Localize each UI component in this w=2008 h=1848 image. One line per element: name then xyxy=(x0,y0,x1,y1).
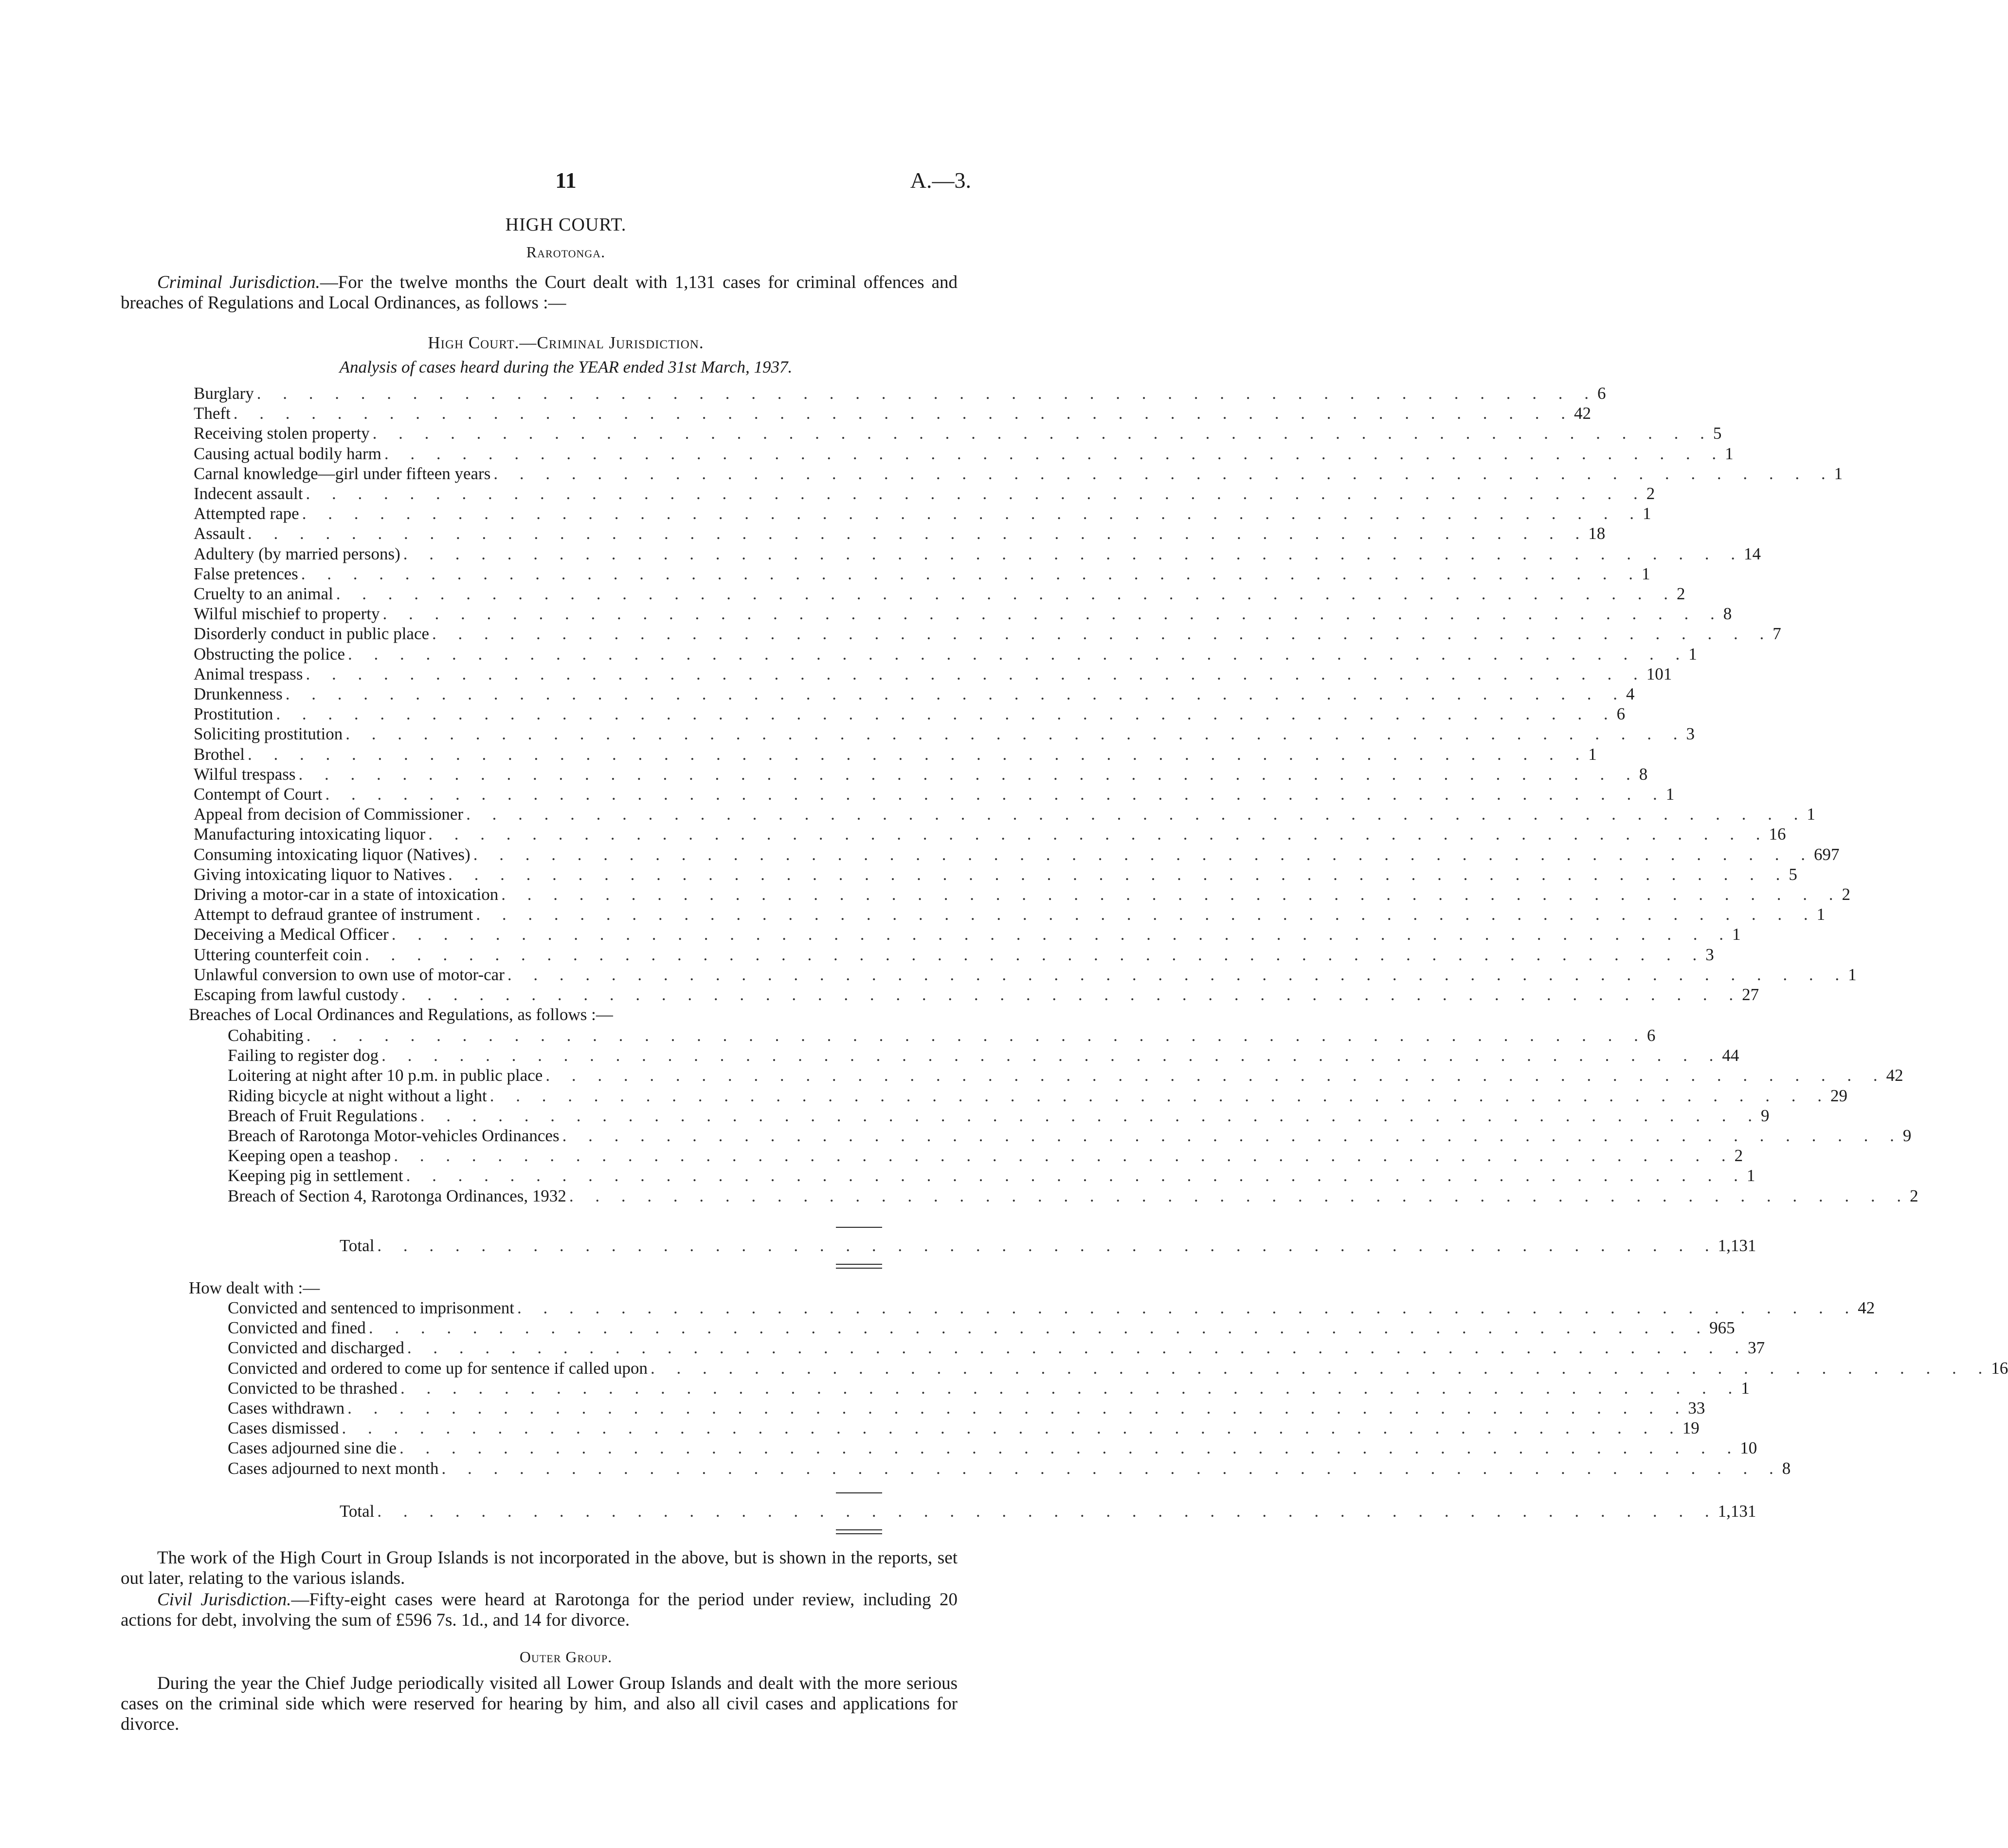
outer-group-text: During the year the Chief Judge periodically visited all Lower Group Islands and dealt with the more serious cases on the criminal side which were reserved for hearing by him, and also all civil cases and applications for divorce. xyxy=(121,1673,958,1734)
offences-value: 42 xyxy=(1574,404,1592,423)
offences-row xyxy=(194,864,1797,884)
offences-value: 3 xyxy=(1705,945,1714,964)
offences-row xyxy=(194,564,1650,584)
offences-label: Appeal from decision of Commissioner xyxy=(194,805,464,824)
breaches-heading: Breaches of Local Ordinances and Regulations, as follows :— xyxy=(189,1005,613,1024)
breaches-row xyxy=(194,1065,1903,1085)
offences-value: 27 xyxy=(1742,985,1759,1004)
offences-row xyxy=(194,704,1626,724)
offences-row xyxy=(194,464,1843,484)
breaches-row xyxy=(194,1086,1847,1106)
total-row xyxy=(194,1236,1756,1256)
leader-dots: . . . . . . . . . . . . . . . . . . . . . . . . . . . . . . . . . . . . . . . . . . . . . . . . . . . . xyxy=(285,684,1626,703)
dealt-label: Convicted and discharged xyxy=(228,1338,404,1358)
offences-label: Indecent assault xyxy=(194,484,303,503)
offences-label: Uttering counterfeit coin xyxy=(194,945,362,964)
breaches-label: Breach of Section 4, Rarotonga Ordinances, 1932 xyxy=(228,1186,566,1205)
group-islands-text: The work of the High Court in Group Islands is not incorporated in the above, but is shown in the reports, set out later, relating to the various islands. xyxy=(121,1548,958,1588)
offences-row xyxy=(194,884,1850,904)
dealt-label: Convicted and ordered to come up for sentence if called upon xyxy=(228,1358,648,1378)
breaches-label: Keeping pig in settlement xyxy=(228,1166,403,1185)
dealt-value: 16 xyxy=(1991,1358,2008,1378)
dealt-value: 42 xyxy=(1858,1298,1875,1317)
breaches-value: 1 xyxy=(1746,1166,1755,1185)
breaches-value: 9 xyxy=(1761,1106,1770,1125)
dealt-row xyxy=(194,1398,1705,1418)
dealt-label: Convicted to be thrashed xyxy=(228,1378,398,1398)
dealt-label: Convicted and sentenced to imprisonment xyxy=(228,1298,515,1317)
leader-dots: . . . . . . . . . . . . . . . . . . . . . . . . . . . . . . . . . . . . . . . . . . . . . . . . . . . . xyxy=(368,1318,1710,1338)
leader-dots: . . . . . . . . . . . . . . . . . . . . . . . . . . . . . . . . . . . . . . . . . . . . . . . . . . . . xyxy=(384,444,1725,463)
offences-value: 8 xyxy=(1639,764,1648,784)
offences-label: Deceiving a Medical Officer xyxy=(194,925,389,944)
leader-dots: . . . . . . . . . . . . . . . . . . . . . . . . . . . . . . . . . . . . . . . . . . . . . . . . . . . . xyxy=(345,724,1686,744)
leader-dots: . . . . . . . . . . . . . . . . . . . . . . . . . . . . . . . . . . . . . . . . . . . . . . . . . . . . xyxy=(247,744,1589,764)
leader-dots: . . . . . . . . . . . . . . . . . . . . . . . . . . . . . . . . . . . . . . . . . . . . . . . . . . . . xyxy=(306,664,1646,683)
total-rule-double-1 xyxy=(836,1264,882,1265)
intro-text: —For the twelve months the Court dealt with 1,131 cases for criminal offences and breaches of Regulations and Local Ordinances, as follows :— xyxy=(121,272,958,313)
leader-dots: . . . . . . . . . . . . . . . . . . . . . . . . . . . . . . . . . . . . . . . . . . . . . . . . . . . . xyxy=(562,1126,1903,1145)
total2-row xyxy=(194,1501,1756,1521)
offences-row xyxy=(194,924,1741,944)
offences-label: Wilful mischief to property xyxy=(194,604,380,624)
table-subtitle: Analysis of cases heard during the YEAR ended 31st March, 1937. xyxy=(339,358,793,377)
breaches-value: 2 xyxy=(1910,1186,1918,1205)
total-rule-double-2 xyxy=(836,1268,882,1269)
leader-dots: . . . . . . . . . . . . . . . . . . . . . . . . . . . . . . . . . . . . . . . . . . . . . . . . . . . . xyxy=(432,624,1773,644)
offences-row xyxy=(194,604,1732,624)
offences-value: 1 xyxy=(1848,965,1857,984)
offences-value: 2 xyxy=(1676,584,1685,603)
offences-value: 1 xyxy=(1816,905,1826,924)
leader-dots: . . . . . . . . . . . . . . . . . . . . . . . . . . . . . . . . . . . . . . . . . . . . . . . . . . . . xyxy=(420,1106,1761,1125)
leader-dots: . . . . . . . . . . . . . . . . . . . . . . . . . . . . . . . . . . . . . . . . . . . . . . . . . . . . xyxy=(306,1026,1647,1045)
offences-label: Contempt of Court xyxy=(194,785,323,804)
court-title: HIGH COURT. xyxy=(505,215,627,235)
offences-value: 1 xyxy=(1834,464,1843,483)
offences-row xyxy=(194,764,1648,784)
offences-row xyxy=(194,523,1606,543)
total2-value: 1,131 xyxy=(1718,1502,1756,1521)
breaches-label: Loitering at night after 10 p.m. in public place xyxy=(228,1066,543,1085)
leader-dots: . . . . . . . . . . . . . . . . . . . . . . . . . . . . . . . . . . . . . . . . . . . . . . . . . . . . xyxy=(399,1438,1740,1458)
dealt-label: Cases adjourned sine die xyxy=(228,1438,397,1458)
leader-dots: . . . . . . . . . . . . . . . . . . . . . . . . . . . . . . . . . . . . . . . . . . . . . . . . . . . . xyxy=(569,1186,1910,1205)
dealt-row xyxy=(194,1458,1791,1478)
offences-value: 1 xyxy=(1642,504,1651,523)
offences-row xyxy=(194,784,1675,804)
civil-lead: Civil Jurisdiction. xyxy=(157,1590,291,1610)
offences-row xyxy=(194,945,1714,965)
location-heading: Rarotonga. xyxy=(526,243,606,261)
dealt-label: Cases withdrawn xyxy=(228,1399,345,1417)
outer-group-paragraph xyxy=(121,1673,958,1735)
offences-label: Attempt to defraud grantee of instrument xyxy=(194,905,473,924)
breaches-label: Cohabiting xyxy=(228,1026,304,1045)
offences-row xyxy=(194,584,1685,604)
total2-rule-double-1 xyxy=(836,1529,882,1530)
leader-dots: . . . . . . . . . . . . . . . . . . . . . . . . . . . . . . . . . . . . . . . . . . . . . . . . . . . . xyxy=(336,584,1677,603)
leader-dots: . . . . . . . . . . . . . . . . . . . . . . . . . . . . . . . . . . . . . . . . . . . . . . . . . . . . xyxy=(517,1298,1858,1317)
leader-dots: . . . . . . . . . . . . . . . . . . . . . . . . . . . . . . . . . . . . . . . . . . . . . . . . . . . . xyxy=(377,1502,1718,1521)
offences-label: Manufacturing intoxicating liquor xyxy=(194,825,426,844)
offences-value: 5 xyxy=(1713,424,1722,443)
leader-dots: . . . . . . . . . . . . . . . . . . . . . . . . . . . . . . . . . . . . . . . . . . . . . . . . . . . . xyxy=(342,1418,1682,1438)
offences-value: 14 xyxy=(1743,544,1761,563)
leader-dots: . . . . . . . . . . . . . . . . . . . . . . . . . . . . . . . . . . . . . . . . . . . . . . . . . . . . xyxy=(301,564,1642,583)
dealt-row xyxy=(194,1418,1700,1438)
offences-label: Attempted rape xyxy=(194,504,299,523)
offences-row xyxy=(194,383,1606,403)
offences-row xyxy=(194,403,1592,423)
offences-value: 2 xyxy=(1842,885,1850,904)
leader-dots: . . . . . . . . . . . . . . . . . . . . . . . . . . . . . . . . . . . . . . . . . . . . . . . . . . . . xyxy=(428,825,1769,844)
offences-value: 101 xyxy=(1646,664,1672,683)
offences-row xyxy=(194,824,1786,844)
leader-dots: . . . . . . . . . . . . . . . . . . . . . . . . . . . . . . . . . . . . . . . . . . . . . . . . . . . . xyxy=(306,484,1646,503)
offences-label: Animal trespass xyxy=(194,664,303,683)
offences-row xyxy=(194,644,1697,664)
page-reference: A.—3. xyxy=(910,168,971,193)
breaches-label: Keeping open a teashop xyxy=(228,1146,391,1166)
offences-value: 4 xyxy=(1626,684,1635,703)
offences-label: Obstructing the police xyxy=(194,644,345,664)
offences-label: Causing actual bodily harm xyxy=(194,444,381,463)
table-title: High Court.—Criminal Jurisdiction. xyxy=(428,333,704,352)
leader-dots: . . . . . . . . . . . . . . . . . . . . . . . . . . . . . . . . . . . . . . . . . . . . . . . . . . . . xyxy=(406,1166,1747,1185)
leader-dots: . . . . . . . . . . . . . . . . . . . . . . . . . . . . . . . . . . . . . . . . . . . . . . . . . . . . xyxy=(347,1399,1688,1417)
leader-dots: . . . . . . . . . . . . . . . . . . . . . . . . . . . . . . . . . . . . . . . . . . . . . . . . . . . . xyxy=(400,1378,1741,1398)
offences-label: Cruelty to an animal xyxy=(194,584,333,603)
offences-label: Driving a motor-car in a state of intoxication xyxy=(194,885,499,904)
leader-dots: . . . . . . . . . . . . . . . . . . . . . . . . . . . . . . . . . . . . . . . . . . . . . . . . . . . . xyxy=(473,844,1814,864)
outer-group-heading: Outer Group. xyxy=(519,1648,613,1666)
offences-value: 8 xyxy=(1723,604,1732,624)
leader-dots: . . . . . . . . . . . . . . . . . . . . . . . . . . . . . . . . . . . . . . . . . . . . . . . . . . . . xyxy=(364,945,1706,964)
offences-value: 18 xyxy=(1588,524,1606,543)
dealt-value: 965 xyxy=(1709,1318,1735,1338)
leader-dots: . . . . . . . . . . . . . . . . . . . . . . . . . . . . . . . . . . . . . . . . . . . . . . . . . . . . xyxy=(407,1338,1748,1358)
offences-label: Drunkenness xyxy=(194,684,283,703)
offences-row xyxy=(194,484,1655,503)
offences-row xyxy=(194,965,1857,985)
offences-value: 1 xyxy=(1642,564,1650,583)
leader-dots: . . . . . . . . . . . . . . . . . . . . . . . . . . . . . . . . . . . . . . . . . . . . . . . . . . . . xyxy=(401,985,1742,1004)
intro-paragraph xyxy=(121,272,958,313)
offences-label: Unlawful conversion to own use of motor-car xyxy=(194,965,505,984)
offences-value: 3 xyxy=(1686,724,1695,744)
total2-label: Total xyxy=(340,1502,375,1521)
offences-label: Wilful trespass xyxy=(194,764,296,784)
breaches-row xyxy=(194,1126,1912,1146)
offences-label: Disorderly conduct in public place xyxy=(194,624,430,644)
group-islands-paragraph xyxy=(121,1548,958,1589)
offences-label: Consuming intoxicating liquor (Natives) xyxy=(194,844,470,864)
leader-dots: . . . . . . . . . . . . . . . . . . . . . . . . . . . . . . . . . . . . . . . . . . . . . . . . . . . . xyxy=(466,805,1807,824)
dealt-label: Cases adjourned to next month xyxy=(228,1458,439,1478)
total-label: Total xyxy=(340,1236,375,1255)
offences-value: 1 xyxy=(1688,644,1697,664)
offences-value: 6 xyxy=(1597,384,1606,403)
offences-row xyxy=(194,664,1672,684)
dealt-value: 10 xyxy=(1740,1438,1757,1458)
leader-dots: . . . . . . . . . . . . . . . . . . . . . . . . . . . . . . . . . . . . . . . . . . . . . . . . . . . . xyxy=(476,905,1817,924)
leader-dots: . . . . . . . . . . . . . . . . . . . . . . . . . . . . . . . . . . . . . . . . . . . . . . . . . . . . xyxy=(403,544,1744,563)
dealt-value: 8 xyxy=(1782,1458,1791,1478)
breaches-value: 2 xyxy=(1734,1146,1743,1166)
dealt-row xyxy=(194,1438,1757,1458)
leader-dots: . . . . . . . . . . . . . . . . . . . . . . . . . . . . . . . . . . . . . . . . . . . . . . . . . . . . xyxy=(501,885,1842,904)
offences-value: 6 xyxy=(1616,704,1626,724)
leader-dots: . . . . . . . . . . . . . . . . . . . . . . . . . . . . . . . . . . . . . . . . . . . . . . . . . . . . xyxy=(325,785,1666,804)
leader-dots: . . . . . . . . . . . . . . . . . . . . . . . . . . . . . . . . . . . . . . . . . . . . . . . . . . . . xyxy=(302,504,1643,523)
total2-rule-double-2 xyxy=(836,1533,882,1534)
offences-row xyxy=(194,684,1635,704)
dealt-row xyxy=(194,1298,1875,1318)
dealt-value: 33 xyxy=(1688,1399,1705,1417)
offences-row xyxy=(194,744,1597,764)
dealt-row xyxy=(194,1338,1765,1358)
leader-dots: . . . . . . . . . . . . . . . . . . . . . . . . . . . . . . . . . . . . . . . . . . . . . . . . . . . . xyxy=(391,925,1732,944)
offences-row xyxy=(194,503,1651,523)
leader-dots: . . . . . . . . . . . . . . . . . . . . . . . . . . . . . . . . . . . . . . . . . . . . . . . . . . . . xyxy=(248,524,1589,543)
offences-label: Prostitution xyxy=(194,704,273,724)
leader-dots: . . . . . . . . . . . . . . . . . . . . . . . . . . . . . . . . . . . . . . . . . . . . . . . . . . . . xyxy=(256,384,1598,403)
dealt-row xyxy=(194,1358,2008,1378)
offences-value: 697 xyxy=(1813,844,1840,864)
dealt-row xyxy=(194,1378,1750,1398)
leader-dots: . . . . . . . . . . . . . . . . . . . . . . . . . . . . . . . . . . . . . . . . . . . . . . . . . . . . xyxy=(382,604,1723,624)
offences-value: 1 xyxy=(1665,785,1675,804)
offences-label: Assault xyxy=(194,524,245,543)
total2-rule-top xyxy=(836,1492,882,1493)
offences-value: 2 xyxy=(1646,484,1655,503)
offences-label: Theft xyxy=(194,404,231,423)
breaches-row xyxy=(194,1106,1770,1126)
leader-dots: . . . . . . . . . . . . . . . . . . . . . . . . . . . . . . . . . . . . . . . . . . . . . . . . . . . . xyxy=(441,1458,1782,1478)
offences-label: Carnal knowledge—girl under fifteen years xyxy=(194,464,491,483)
offences-value: 1 xyxy=(1732,925,1741,944)
offences-label: False pretences xyxy=(194,564,298,583)
offences-value: 5 xyxy=(1789,864,1797,884)
offences-row xyxy=(194,985,1759,1005)
total-value: 1,131 xyxy=(1718,1236,1756,1255)
leader-dots: . . . . . . . . . . . . . . . . . . . . . . . . . . . . . . . . . . . . . . . . . . . . . . . . . . . . xyxy=(381,1046,1722,1065)
civil-paragraph xyxy=(121,1590,958,1631)
dealt-row xyxy=(194,1318,1735,1338)
offences-row xyxy=(194,423,1722,443)
how-dealt-heading: How dealt with :— xyxy=(189,1278,320,1297)
breaches-row xyxy=(194,1045,1739,1065)
offences-label: Receiving stolen property xyxy=(194,424,370,443)
breaches-value: 6 xyxy=(1646,1026,1656,1045)
breaches-label: Failing to register dog xyxy=(228,1046,379,1065)
breaches-label: Breach of Fruit Regulations xyxy=(228,1106,417,1125)
breaches-row xyxy=(194,1166,1755,1185)
offences-label: Soliciting prostitution xyxy=(194,724,343,744)
breaches-row xyxy=(194,1025,1656,1045)
offences-value: 1 xyxy=(1588,744,1597,764)
offences-row xyxy=(194,544,1761,564)
offences-row xyxy=(194,804,1815,824)
offences-value: 1 xyxy=(1725,444,1734,463)
leader-dots: . . . . . . . . . . . . . . . . . . . . . . . . . . . . . . . . . . . . . . . . . . . . . . . . . . . . xyxy=(489,1086,1830,1105)
breaches-value: 29 xyxy=(1830,1086,1847,1105)
breaches-row xyxy=(194,1186,1918,1206)
leader-dots: . . . . . . . . . . . . . . . . . . . . . . . . . . . . . . . . . . . . . . . . . . . . . . . . . . . . xyxy=(276,704,1617,724)
offences-value: 16 xyxy=(1769,825,1786,844)
intro-lead: Criminal Jurisdiction. xyxy=(157,272,320,292)
leader-dots: . . . . . . . . . . . . . . . . . . . . . . . . . . . . . . . . . . . . . . . . . . . . . . . . . . . . xyxy=(372,424,1713,443)
leader-dots: . . . . . . . . . . . . . . . . . . . . . . . . . . . . . . . . . . . . . . . . . . . . . . . . . . . . xyxy=(377,1236,1718,1255)
civil-text: —Fifty-eight cases were heard at Rarotonga for the period under review, including 20 actions for debt, involving the sum of £596 7s. 1d., and 14 for divorce. xyxy=(121,1590,958,1630)
offences-value: 1 xyxy=(1807,805,1815,824)
breaches-row xyxy=(194,1146,1743,1166)
breaches-value: 44 xyxy=(1722,1046,1739,1065)
page-number: 11 xyxy=(555,168,577,193)
offences-label: Giving intoxicating liquor to Natives xyxy=(194,864,446,884)
total-rule-top xyxy=(836,1227,882,1228)
leader-dots: . . . . . . . . . . . . . . . . . . . . . . . . . . . . . . . . . . . . . . . . . . . . . . . . . . . . xyxy=(348,644,1689,664)
leader-dots: . . . . . . . . . . . . . . . . . . . . . . . . . . . . . . . . . . . . . . . . . . . . . . . . . . . . xyxy=(298,764,1639,784)
offences-value: 7 xyxy=(1773,624,1781,644)
dealt-label: Convicted and fined xyxy=(228,1318,366,1338)
breaches-label: Riding bicycle at night without a light xyxy=(228,1086,487,1105)
leader-dots: . . . . . . . . . . . . . . . . . . . . . . . . . . . . . . . . . . . . . . . . . . . . . . . . . . . . xyxy=(507,965,1848,984)
offences-label: Escaping from lawful custody xyxy=(194,985,398,1004)
offences-row xyxy=(194,904,1826,924)
breaches-value: 9 xyxy=(1902,1126,1912,1145)
breaches-label: Breach of Rarotonga Motor-vehicles Ordinances xyxy=(228,1126,560,1145)
dealt-value: 19 xyxy=(1682,1418,1700,1438)
leader-dots: . . . . . . . . . . . . . . . . . . . . . . . . . . . . . . . . . . . . . . . . . . . . . . . . . . . . xyxy=(448,864,1789,884)
leader-dots: . . . . . . . . . . . . . . . . . . . . . . . . . . . . . . . . . . . . . . . . . . . . . . . . . . . . xyxy=(394,1146,1735,1166)
offences-label: Burglary xyxy=(194,384,254,403)
offences-label: Adultery (by married persons) xyxy=(194,544,400,563)
leader-dots: . . . . . . . . . . . . . . . . . . . . . . . . . . . . . . . . . . . . . . . . . . . . . . . . . . . . xyxy=(651,1358,1991,1378)
offences-row xyxy=(194,724,1695,744)
leader-dots: . . . . . . . . . . . . . . . . . . . . . . . . . . . . . . . . . . . . . . . . . . . . . . . . . . . . xyxy=(233,404,1574,423)
dealt-value: 37 xyxy=(1748,1338,1765,1358)
offences-row xyxy=(194,844,1840,864)
leader-dots: . . . . . . . . . . . . . . . . . . . . . . . . . . . . . . . . . . . . . . . . . . . . . . . . . . . . xyxy=(545,1066,1886,1085)
offences-label: Brothel xyxy=(194,744,245,764)
dealt-label: Cases dismissed xyxy=(228,1418,339,1438)
offences-row xyxy=(194,444,1734,464)
dealt-value: 1 xyxy=(1741,1378,1750,1398)
leader-dots: . . . . . . . . . . . . . . . . . . . . . . . . . . . . . . . . . . . . . . . . . . . . . . . . . . . . xyxy=(493,464,1834,483)
offences-row xyxy=(194,624,1781,644)
breaches-value: 42 xyxy=(1886,1066,1903,1085)
